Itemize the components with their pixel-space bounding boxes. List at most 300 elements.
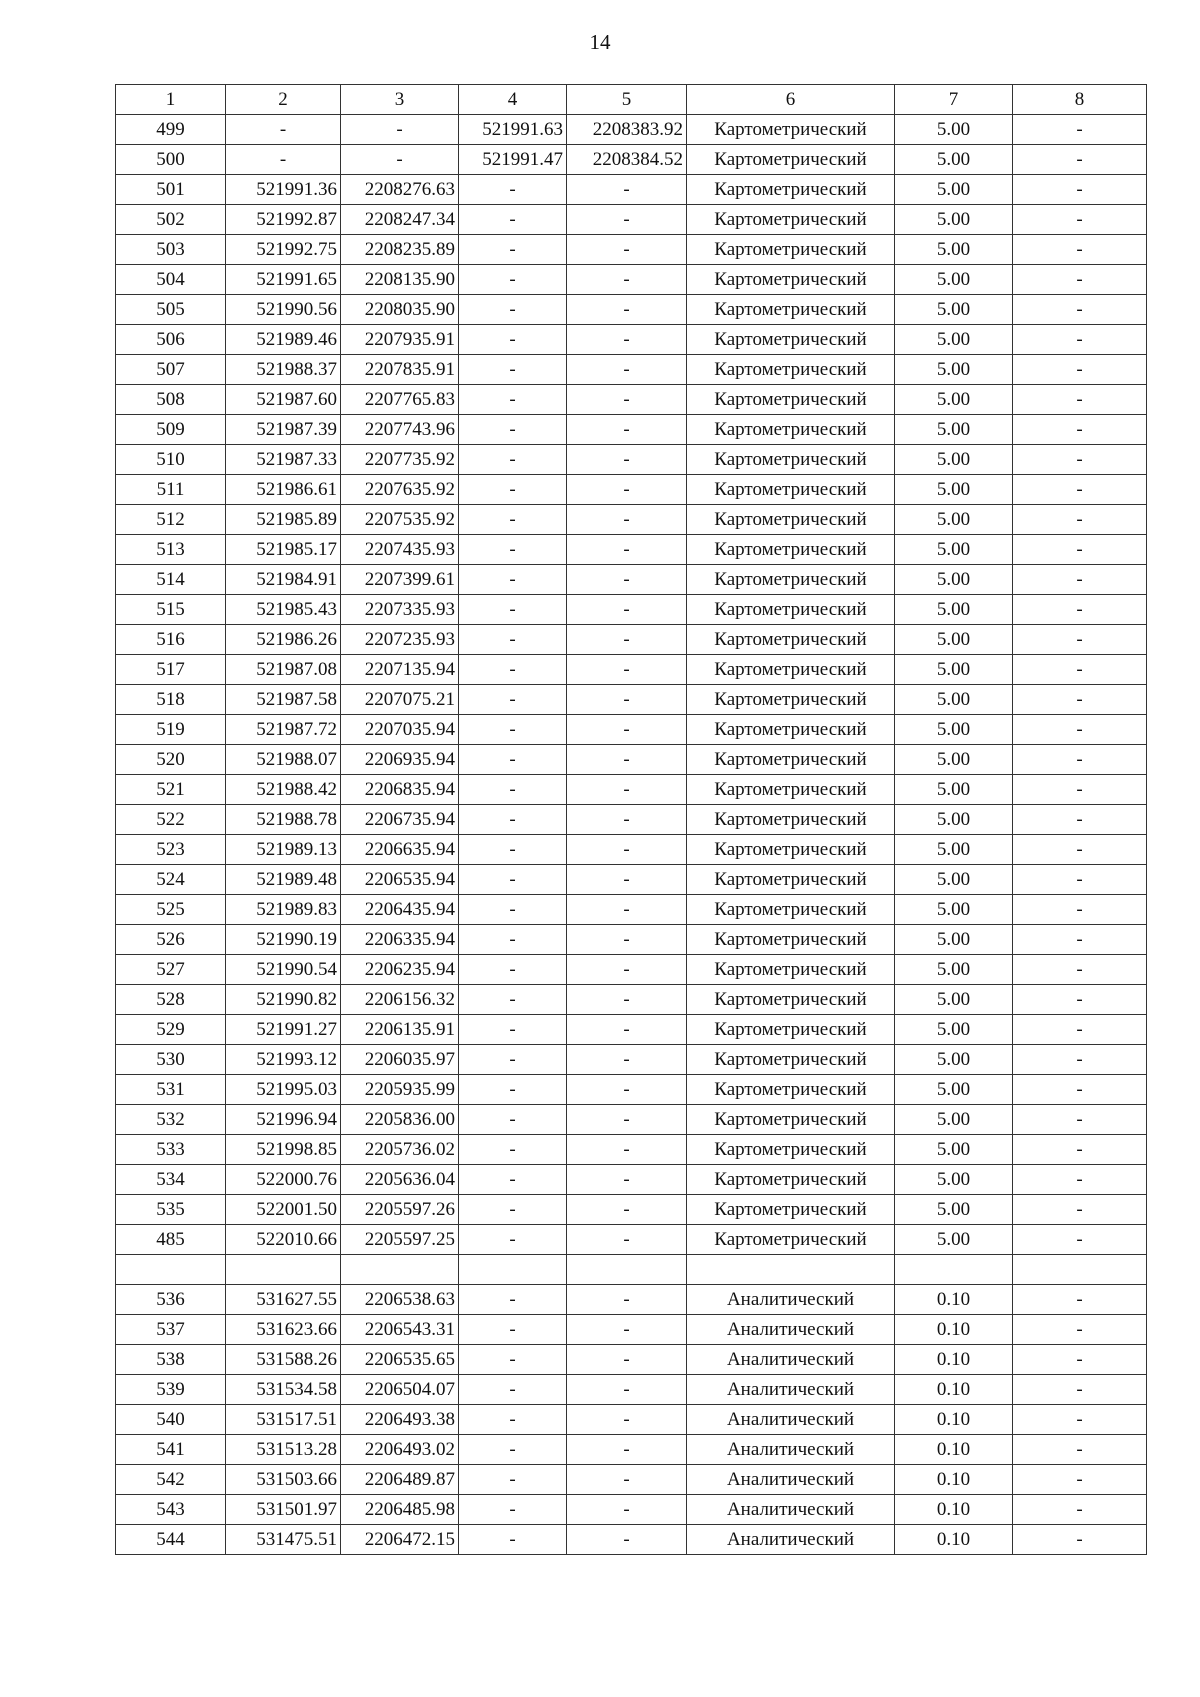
cell-accuracy: 5.00 — [895, 1225, 1013, 1255]
cell-y-coordinate: 2207135.94 — [341, 655, 459, 685]
cell-method: Картометрический — [687, 535, 895, 565]
cell-point-number: 539 — [116, 1375, 226, 1405]
cell-x-coordinate-alt: - — [459, 235, 567, 265]
cell-method: Картометрический — [687, 655, 895, 685]
cell-y-coordinate: - — [341, 145, 459, 175]
cell-y-coordinate-alt: - — [567, 985, 687, 1015]
cell-y-coordinate-alt: - — [567, 385, 687, 415]
cell-point-number — [116, 1255, 226, 1285]
cell-x-coordinate: 521987.39 — [226, 415, 341, 445]
cell-y-coordinate — [341, 1255, 459, 1285]
table-row — [116, 145, 1147, 175]
cell-x-coordinate: 521993.12 — [226, 1045, 341, 1075]
cell-note: - — [1013, 895, 1147, 925]
cell-note: - — [1013, 1495, 1147, 1525]
table-row — [116, 925, 1147, 955]
cell-method: Картометрический — [687, 955, 895, 985]
cell-method: Картометрический — [687, 265, 895, 295]
cell-y-coordinate-alt: - — [567, 1015, 687, 1045]
cell-y-coordinate: 2205636.04 — [341, 1165, 459, 1195]
cell-accuracy: 5.00 — [895, 1045, 1013, 1075]
cell-x-coordinate-alt: - — [459, 715, 567, 745]
cell-x-coordinate: 531503.66 — [226, 1465, 341, 1495]
cell-method: Картометрический — [687, 1165, 895, 1195]
cell-note: - — [1013, 1195, 1147, 1225]
cell-point-number: 519 — [116, 715, 226, 745]
cell-method: Картометрический — [687, 925, 895, 955]
cell-accuracy: 5.00 — [895, 115, 1013, 145]
cell-accuracy: 5.00 — [895, 775, 1013, 805]
cell-note: - — [1013, 535, 1147, 565]
column-header-7: 7 — [895, 85, 1013, 115]
cell-x-coordinate: 521988.37 — [226, 355, 341, 385]
cell-accuracy: 0.10 — [895, 1285, 1013, 1315]
cell-y-coordinate-alt: - — [567, 625, 687, 655]
cell-accuracy: 5.00 — [895, 1075, 1013, 1105]
cell-y-coordinate: 2206543.31 — [341, 1315, 459, 1345]
cell-method: Картометрический — [687, 775, 895, 805]
cell-note: - — [1013, 325, 1147, 355]
cell-y-coordinate: 2207735.92 — [341, 445, 459, 475]
cell-point-number: 543 — [116, 1495, 226, 1525]
cell-method: Аналитический — [687, 1405, 895, 1435]
table-header-row — [116, 85, 1147, 115]
cell-accuracy: 5.00 — [895, 715, 1013, 745]
table-row — [116, 505, 1147, 535]
cell-x-coordinate-alt: - — [459, 415, 567, 445]
cell-y-coordinate-alt: - — [567, 1345, 687, 1375]
cell-x-coordinate-alt: - — [459, 925, 567, 955]
cell-point-number: 509 — [116, 415, 226, 445]
cell-x-coordinate: 531588.26 — [226, 1345, 341, 1375]
table-row — [116, 445, 1147, 475]
cell-y-coordinate-alt: - — [567, 1525, 687, 1555]
cell-x-coordinate: 522000.76 — [226, 1165, 341, 1195]
cell-point-number: 500 — [116, 145, 226, 175]
cell-note: - — [1013, 595, 1147, 625]
cell-note: - — [1013, 685, 1147, 715]
cell-note: - — [1013, 1375, 1147, 1405]
cell-accuracy: 5.00 — [895, 235, 1013, 265]
cell-y-coordinate: 2207399.61 — [341, 565, 459, 595]
cell-note: - — [1013, 475, 1147, 505]
cell-accuracy: 0.10 — [895, 1345, 1013, 1375]
cell-method: Аналитический — [687, 1525, 895, 1555]
table-row — [116, 175, 1147, 205]
cell-accuracy: 5.00 — [895, 205, 1013, 235]
cell-accuracy: 0.10 — [895, 1495, 1013, 1525]
cell-x-coordinate-alt: - — [459, 1375, 567, 1405]
cell-x-coordinate-alt: - — [459, 1405, 567, 1435]
cell-x-coordinate-alt: - — [459, 805, 567, 835]
table-row — [116, 475, 1147, 505]
cell-method: Аналитический — [687, 1285, 895, 1315]
cell-method: Картометрический — [687, 115, 895, 145]
cell-x-coordinate-alt: - — [459, 595, 567, 625]
cell-y-coordinate-alt: - — [567, 1195, 687, 1225]
cell-y-coordinate-alt: - — [567, 1495, 687, 1525]
cell-x-coordinate-alt: - — [459, 1195, 567, 1225]
cell-point-number: 520 — [116, 745, 226, 775]
table-row — [116, 985, 1147, 1015]
table-row — [116, 865, 1147, 895]
cell-x-coordinate: 531517.51 — [226, 1405, 341, 1435]
cell-x-coordinate: 531627.55 — [226, 1285, 341, 1315]
cell-y-coordinate-alt — [567, 1255, 687, 1285]
table-row — [116, 385, 1147, 415]
cell-y-coordinate: 2206235.94 — [341, 955, 459, 985]
table-row — [116, 685, 1147, 715]
cell-y-coordinate-alt: - — [567, 325, 687, 355]
cell-x-coordinate-alt: - — [459, 655, 567, 685]
cell-point-number: 537 — [116, 1315, 226, 1345]
cell-accuracy: 5.00 — [895, 385, 1013, 415]
cell-x-coordinate: 531534.58 — [226, 1375, 341, 1405]
cell-y-coordinate: 2206035.97 — [341, 1045, 459, 1075]
cell-y-coordinate-alt: - — [567, 715, 687, 745]
cell-note: - — [1013, 1285, 1147, 1315]
cell-y-coordinate: 2206535.94 — [341, 865, 459, 895]
cell-note: - — [1013, 985, 1147, 1015]
table-body — [116, 115, 1147, 1555]
table-row — [116, 655, 1147, 685]
cell-accuracy: 0.10 — [895, 1435, 1013, 1465]
table-row — [116, 235, 1147, 265]
cell-point-number: 499 — [116, 115, 226, 145]
cell-point-number: 529 — [116, 1015, 226, 1045]
cell-y-coordinate-alt: - — [567, 835, 687, 865]
cell-point-number: 534 — [116, 1165, 226, 1195]
cell-y-coordinate: 2207035.94 — [341, 715, 459, 745]
cell-x-coordinate-alt: - — [459, 475, 567, 505]
cell-x-coordinate-alt: - — [459, 895, 567, 925]
cell-x-coordinate: 521995.03 — [226, 1075, 341, 1105]
cell-x-coordinate-alt: - — [459, 1465, 567, 1495]
cell-x-coordinate: 521998.85 — [226, 1135, 341, 1165]
cell-y-coordinate-alt: - — [567, 265, 687, 295]
cell-note: - — [1013, 1015, 1147, 1045]
cell-y-coordinate-alt: - — [567, 1045, 687, 1075]
cell-y-coordinate-alt: - — [567, 955, 687, 985]
cell-x-coordinate: 531623.66 — [226, 1315, 341, 1345]
cell-note: - — [1013, 1045, 1147, 1075]
cell-method: Картометрический — [687, 895, 895, 925]
cell-y-coordinate-alt: - — [567, 1225, 687, 1255]
cell-x-coordinate: - — [226, 145, 341, 175]
cell-y-coordinate-alt: - — [567, 1105, 687, 1135]
table-row — [116, 295, 1147, 325]
cell-y-coordinate: 2208035.90 — [341, 295, 459, 325]
cell-accuracy — [895, 1255, 1013, 1285]
cell-y-coordinate: 2207535.92 — [341, 505, 459, 535]
column-header-8: 8 — [1013, 85, 1147, 115]
cell-x-coordinate-alt: - — [459, 505, 567, 535]
cell-accuracy: 5.00 — [895, 295, 1013, 325]
cell-x-coordinate: 521988.07 — [226, 745, 341, 775]
cell-note: - — [1013, 1315, 1147, 1345]
cell-note: - — [1013, 445, 1147, 475]
cell-note: - — [1013, 565, 1147, 595]
cell-point-number: 501 — [116, 175, 226, 205]
cell-accuracy: 5.00 — [895, 1015, 1013, 1045]
cell-point-number: 485 — [116, 1225, 226, 1255]
cell-accuracy: 5.00 — [895, 1165, 1013, 1195]
cell-point-number: 511 — [116, 475, 226, 505]
cell-y-coordinate-alt: - — [567, 1135, 687, 1165]
column-header-1: 1 — [116, 85, 226, 115]
cell-method: Картометрический — [687, 235, 895, 265]
column-header-3: 3 — [341, 85, 459, 115]
cell-x-coordinate: 521992.75 — [226, 235, 341, 265]
cell-accuracy: 0.10 — [895, 1525, 1013, 1555]
cell-x-coordinate-alt: - — [459, 295, 567, 325]
cell-accuracy: 5.00 — [895, 1195, 1013, 1225]
cell-accuracy: 5.00 — [895, 565, 1013, 595]
cell-y-coordinate-alt: - — [567, 1435, 687, 1465]
cell-x-coordinate-alt: - — [459, 1285, 567, 1315]
cell-method: Картометрический — [687, 1075, 895, 1105]
table-row — [116, 205, 1147, 235]
cell-point-number: 513 — [116, 535, 226, 565]
cell-x-coordinate-alt: - — [459, 985, 567, 1015]
cell-x-coordinate-alt: - — [459, 1525, 567, 1555]
cell-x-coordinate: - — [226, 115, 341, 145]
cell-method: Картометрический — [687, 1225, 895, 1255]
cell-x-coordinate-alt — [459, 1255, 567, 1285]
table-row — [116, 835, 1147, 865]
cell-x-coordinate: 521989.13 — [226, 835, 341, 865]
cell-point-number: 503 — [116, 235, 226, 265]
cell-x-coordinate: 521985.43 — [226, 595, 341, 625]
cell-x-coordinate-alt: - — [459, 1045, 567, 1075]
cell-note: - — [1013, 1105, 1147, 1135]
cell-x-coordinate-alt: - — [459, 1345, 567, 1375]
cell-x-coordinate: 521996.94 — [226, 1105, 341, 1135]
cell-x-coordinate: 521992.87 — [226, 205, 341, 235]
cell-accuracy: 5.00 — [895, 685, 1013, 715]
cell-point-number: 528 — [116, 985, 226, 1015]
cell-point-number: 530 — [116, 1045, 226, 1075]
cell-note: - — [1013, 925, 1147, 955]
cell-y-coordinate: 2205597.26 — [341, 1195, 459, 1225]
table-row — [116, 265, 1147, 295]
cell-y-coordinate: 2206735.94 — [341, 805, 459, 835]
table-row — [116, 1015, 1147, 1045]
cell-method: Картометрический — [687, 295, 895, 325]
table-row — [116, 1165, 1147, 1195]
cell-y-coordinate-alt: - — [567, 775, 687, 805]
cell-y-coordinate: 2207235.93 — [341, 625, 459, 655]
cell-accuracy: 5.00 — [895, 805, 1013, 835]
cell-note: - — [1013, 1135, 1147, 1165]
table-row — [116, 1105, 1147, 1135]
cell-x-coordinate: 522001.50 — [226, 1195, 341, 1225]
cell-point-number: 527 — [116, 955, 226, 985]
cell-y-coordinate: 2206435.94 — [341, 895, 459, 925]
cell-method: Картометрический — [687, 415, 895, 445]
cell-note: - — [1013, 1435, 1147, 1465]
cell-y-coordinate-alt: - — [567, 805, 687, 835]
cell-y-coordinate: 2206535.65 — [341, 1345, 459, 1375]
cell-y-coordinate-alt: - — [567, 895, 687, 925]
cell-x-coordinate-alt: 521991.47 — [459, 145, 567, 175]
cell-y-coordinate: 2207635.92 — [341, 475, 459, 505]
cell-y-coordinate-alt: - — [567, 1405, 687, 1435]
table-row — [116, 325, 1147, 355]
cell-accuracy: 5.00 — [895, 325, 1013, 355]
cell-y-coordinate-alt: - — [567, 175, 687, 205]
cell-y-coordinate: 2206538.63 — [341, 1285, 459, 1315]
cell-x-coordinate: 521987.58 — [226, 685, 341, 715]
cell-point-number: 514 — [116, 565, 226, 595]
table-row — [116, 1075, 1147, 1105]
cell-method: Картометрический — [687, 865, 895, 895]
cell-accuracy: 5.00 — [895, 985, 1013, 1015]
cell-point-number: 523 — [116, 835, 226, 865]
table-row — [116, 355, 1147, 385]
cell-note: - — [1013, 115, 1147, 145]
cell-note: - — [1013, 865, 1147, 895]
table-row — [116, 1495, 1147, 1525]
cell-x-coordinate: 521990.82 — [226, 985, 341, 1015]
cell-y-coordinate: 2208235.89 — [341, 235, 459, 265]
cell-x-coordinate: 521985.89 — [226, 505, 341, 535]
cell-x-coordinate-alt: - — [459, 1165, 567, 1195]
cell-accuracy: 5.00 — [895, 895, 1013, 925]
column-header-6: 6 — [687, 85, 895, 115]
cell-y-coordinate: 2206135.91 — [341, 1015, 459, 1045]
cell-note: - — [1013, 385, 1147, 415]
cell-point-number: 542 — [116, 1465, 226, 1495]
cell-accuracy: 5.00 — [895, 865, 1013, 895]
cell-method: Картометрический — [687, 985, 895, 1015]
cell-accuracy: 5.00 — [895, 955, 1013, 985]
cell-accuracy: 5.00 — [895, 475, 1013, 505]
cell-point-number: 531 — [116, 1075, 226, 1105]
cell-note: - — [1013, 235, 1147, 265]
cell-y-coordinate: 2206335.94 — [341, 925, 459, 955]
cell-method: Картометрический — [687, 1135, 895, 1165]
cell-x-coordinate: 521987.08 — [226, 655, 341, 685]
cell-x-coordinate-alt: - — [459, 325, 567, 355]
cell-y-coordinate-alt: - — [567, 865, 687, 895]
cell-y-coordinate-alt: - — [567, 205, 687, 235]
cell-x-coordinate-alt: - — [459, 385, 567, 415]
cell-method: Картометрический — [687, 145, 895, 175]
cell-note: - — [1013, 715, 1147, 745]
cell-point-number: 538 — [116, 1345, 226, 1375]
cell-x-coordinate: 521987.60 — [226, 385, 341, 415]
cell-note: - — [1013, 745, 1147, 775]
cell-method: Картометрический — [687, 625, 895, 655]
cell-accuracy: 5.00 — [895, 535, 1013, 565]
cell-x-coordinate-alt: - — [459, 1135, 567, 1165]
cell-method: Картометрический — [687, 175, 895, 205]
table-row — [116, 775, 1147, 805]
cell-x-coordinate: 531513.28 — [226, 1435, 341, 1465]
cell-y-coordinate-alt: - — [567, 295, 687, 325]
cell-accuracy: 5.00 — [895, 655, 1013, 685]
cell-y-coordinate: 2206485.98 — [341, 1495, 459, 1525]
cell-y-coordinate-alt: - — [567, 1165, 687, 1195]
cell-method: Аналитический — [687, 1465, 895, 1495]
cell-y-coordinate: 2206472.15 — [341, 1525, 459, 1555]
cell-x-coordinate-alt: - — [459, 1225, 567, 1255]
cell-method: Картометрический — [687, 835, 895, 865]
cell-x-coordinate-alt: - — [459, 1015, 567, 1045]
cell-note: - — [1013, 205, 1147, 235]
cell-x-coordinate-alt: - — [459, 535, 567, 565]
cell-note: - — [1013, 355, 1147, 385]
cell-y-coordinate-alt: - — [567, 595, 687, 625]
cell-method: Картометрический — [687, 475, 895, 505]
table-row — [116, 1225, 1147, 1255]
cell-y-coordinate: 2206835.94 — [341, 775, 459, 805]
cell-y-coordinate-alt: - — [567, 235, 687, 265]
cell-note: - — [1013, 415, 1147, 445]
cell-x-coordinate-alt: - — [459, 955, 567, 985]
cell-point-number: 508 — [116, 385, 226, 415]
cell-x-coordinate: 521991.27 — [226, 1015, 341, 1045]
cell-y-coordinate-alt: - — [567, 685, 687, 715]
cell-note: - — [1013, 835, 1147, 865]
page-number: 14 — [589, 30, 611, 54]
cell-method: Картометрический — [687, 805, 895, 835]
cell-y-coordinate: 2206493.38 — [341, 1405, 459, 1435]
column-header-2: 2 — [226, 85, 341, 115]
cell-method: Картометрический — [687, 355, 895, 385]
cell-y-coordinate: 2206156.32 — [341, 985, 459, 1015]
cell-point-number: 506 — [116, 325, 226, 355]
cell-accuracy: 5.00 — [895, 595, 1013, 625]
cell-note: - — [1013, 145, 1147, 175]
cell-accuracy: 5.00 — [895, 745, 1013, 775]
cell-y-coordinate: 2206489.87 — [341, 1465, 459, 1495]
cell-accuracy: 5.00 — [895, 1105, 1013, 1135]
cell-x-coordinate: 521990.54 — [226, 955, 341, 985]
cell-accuracy: 5.00 — [895, 625, 1013, 655]
cell-method: Картометрический — [687, 745, 895, 775]
cell-y-coordinate: 2208135.90 — [341, 265, 459, 295]
cell-method: Картометрический — [687, 385, 895, 415]
table-row — [116, 565, 1147, 595]
cell-x-coordinate: 521985.17 — [226, 535, 341, 565]
cell-point-number: 533 — [116, 1135, 226, 1165]
cell-y-coordinate-alt: - — [567, 415, 687, 445]
table-row — [116, 955, 1147, 985]
cell-y-coordinate-alt: - — [567, 1075, 687, 1105]
cell-point-number: 524 — [116, 865, 226, 895]
cell-point-number: 517 — [116, 655, 226, 685]
cell-note: - — [1013, 1225, 1147, 1255]
cell-x-coordinate: 521989.48 — [226, 865, 341, 895]
cell-method: Аналитический — [687, 1375, 895, 1405]
cell-x-coordinate: 521989.46 — [226, 325, 341, 355]
cell-y-coordinate-alt: - — [567, 565, 687, 595]
cell-note: - — [1013, 1075, 1147, 1105]
cell-accuracy: 5.00 — [895, 1135, 1013, 1165]
cell-note: - — [1013, 295, 1147, 325]
table-row — [116, 1045, 1147, 1075]
cell-method: Картометрический — [687, 565, 895, 595]
cell-y-coordinate: 2208276.63 — [341, 175, 459, 205]
cell-x-coordinate: 531475.51 — [226, 1525, 341, 1555]
table-row — [116, 745, 1147, 775]
table-row — [116, 1375, 1147, 1405]
cell-method: Картометрический — [687, 595, 895, 625]
cell-method: Картометрический — [687, 325, 895, 355]
column-header-5: 5 — [567, 85, 687, 115]
